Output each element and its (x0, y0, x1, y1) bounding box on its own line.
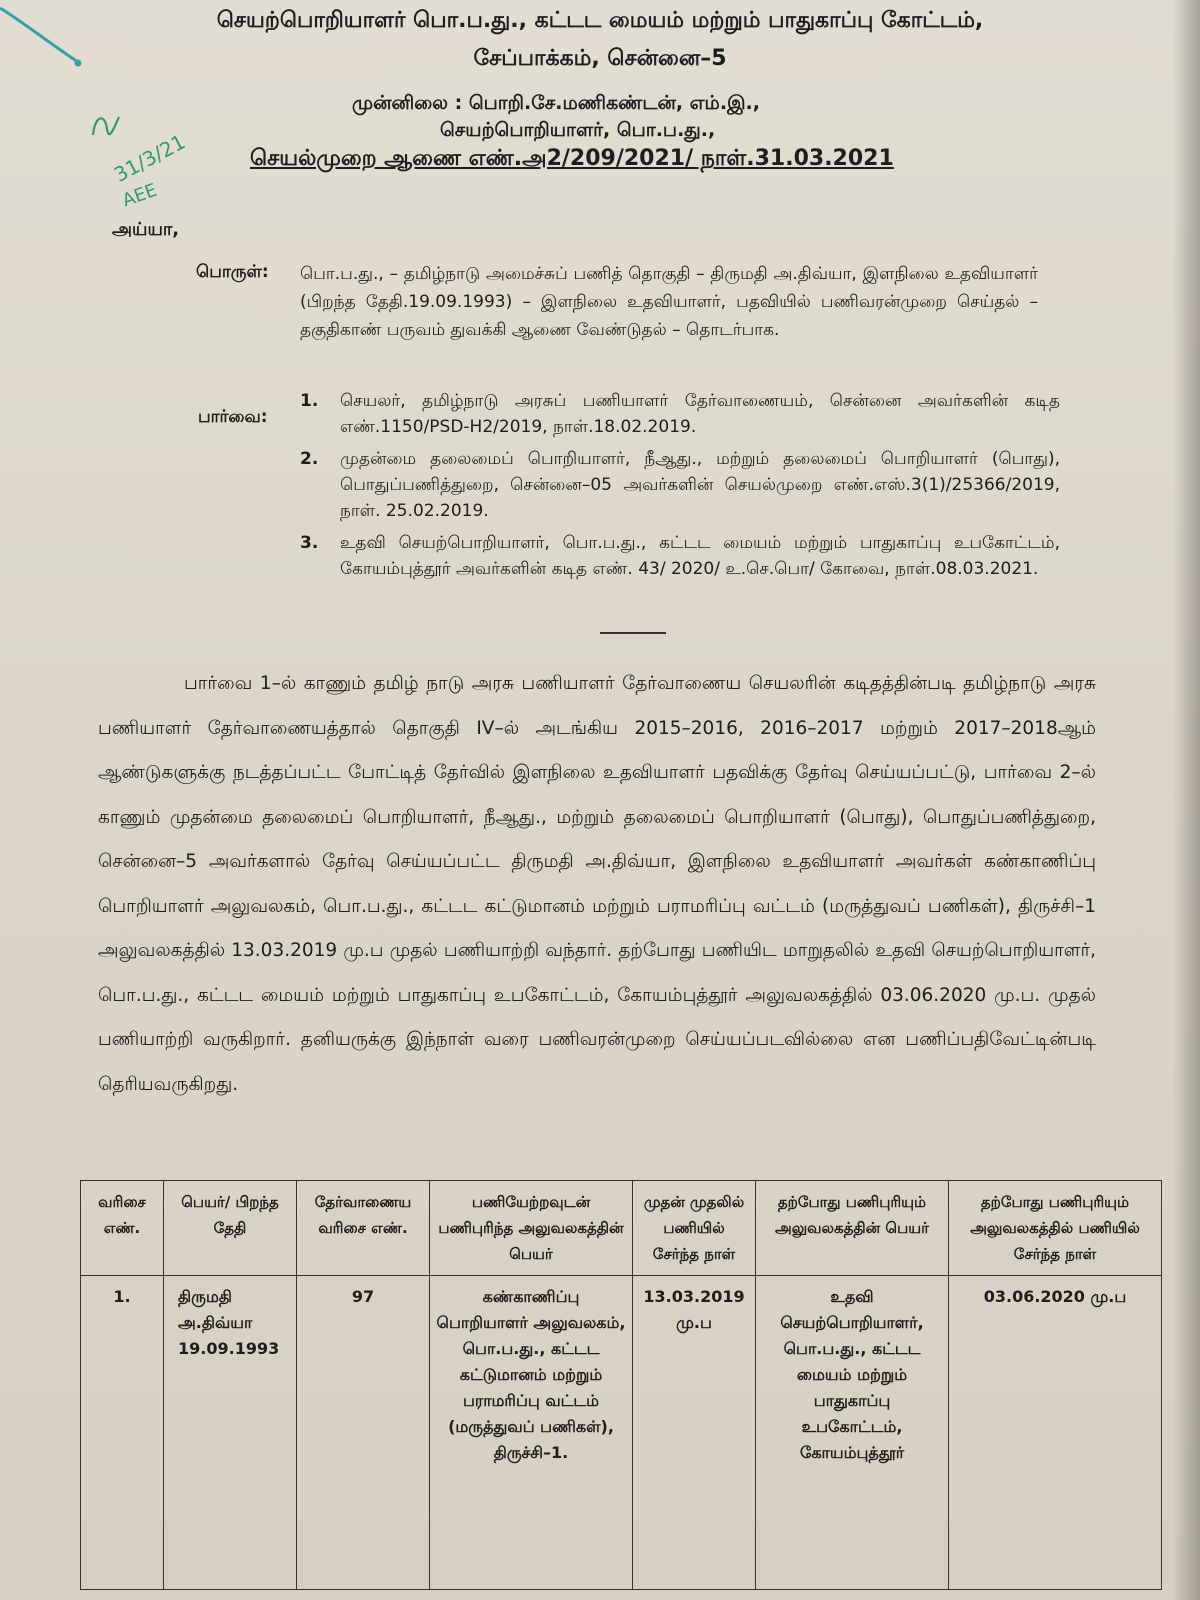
header-serial: வரிசை எண். (81, 1181, 164, 1276)
annotation-initials: AEE (119, 179, 160, 212)
presence-designation: செயற்பொறியாளர், பொ.ப.து., (440, 119, 716, 141)
header-name-dob: பெயர்/ பிறந்த தேதி (164, 1181, 297, 1276)
handwritten-initials (85, 95, 225, 215)
reference-number: 3. (300, 533, 319, 553)
header-current-office: தற்போது பணிபுரியும் அலுவலகத்தின் பெயர் (756, 1181, 949, 1276)
header-first-office: பணியேற்றவுடன் பணிபுரிந்த அலுவலகத்தின் பெயர் (430, 1181, 633, 1276)
employee-details-table (80, 1180, 1162, 1590)
body-paragraph: பார்வை 1–ல் காணும் தமிழ் நாடு அரசு பணியாளர் தேர்வாணைய செயலரின் கடிதத்தின்படி தமிழ்நாடு அரசு பணியாளர் தேர்வாணையத்தால் தொகுதி IV–ல் அடங்கிய 2015–2016, 2016–2017 மற்றும் 2017–2018ஆம் ஆண்டுகளுக்கு நடத்தப்பட்ட போட்டித் தேர்வில் இளநிலை உதவியாளர் பதவிக்கு தேர்வு செய்யப்பட்டு, பார்வை 2–ல் காணும் முதன்மை தலைமைப் பொறியாளர், நீஆது., மற்றும் தலைமைப் பொறியாளர் (பொது), பொதுப்பணித்துறை, சென்னை–5 அவர்களால் தேர்வு செய்யப்பட்ட திருமதி அ.திவ்யா, இளநிலை உதவியாளர் அவர்கள் கண்காணிப்பு பொறியாளர் அலுவலகம், பொ.ப.து., கட்டட கட்டுமானம் மற்றும் பராமரிப்பு வட்டம் (மருத்துவப் பணிகள்), திருச்சி–1 அலுவலகத்தில் 13.03.2019 மு.ப முதல் பணியாற்றி வந்தார். தற்போது பணியிட மாறுதலில் உதவி செயற்பொறியாளர், பொ.ப.து., கட்டட மையம் மற்றும் பாதுகாப்பு உபகோட்டம், கோயம்புத்தூர் அலுவலகத்தில் 03.06.2020 மு.ப. முதல் பணியாற்றி வருகிறார். தனியருக்கு இந்நாள் வரை பணிவரன்முறை செய்யப்படவில்லை என பணிப்பதிவேட்டின்படி தெரியவருகிறது. (98, 673, 1096, 1095)
references-label: பார்வை: (198, 407, 268, 427)
cell-serial: 1. (81, 1276, 164, 1590)
order-number: செயல்முறை ஆணை எண்.அ2/209/2021/ நாள்.31.03.2021 (250, 146, 894, 171)
salutation: அய்யா, (112, 219, 180, 240)
subject-label: பொருள்: (196, 262, 269, 282)
reference-item (300, 530, 1060, 582)
reference-item (300, 446, 1060, 524)
cell-first-join-date: 13.03.2019 மு.ப (633, 1276, 756, 1590)
cell-current-join-date: 03.06.2020 மு.ப (949, 1276, 1162, 1590)
header-rank: தேர்வாணைய வரிசை எண். (297, 1181, 430, 1276)
reference-text: செயலர், தமிழ்நாடு அரசுப் பணியாளர் தேர்வாணையம், சென்னை அவர்களின் கடித எண்.1150/PSD-H2/2019, நாள்.18.02.2019. (340, 391, 1060, 437)
annotation-date: 31/3/21 (109, 129, 190, 187)
office-title: செயற்பொறியாளர் பொ.ப.து., கட்டட மையம் மற்றும் பாதுகாப்பு கோட்டம், (216, 8, 984, 33)
reference-text: முதன்மை தலைமைப் பொறியாளர், நீஆது., மற்றும் தலைமைப் பொறியாளர் (பொது), பொதுப்பணித்துறை, சென்னை–05 அவர்களின் செயல்முறை எண்.எஸ்.3(1)/25366/2019, நாள். 25.02.2019. (340, 449, 1060, 521)
header-current-join-date: தற்போது பணிபுரியும் அலுவலகத்தில் பணியில் சேர்ந்த நாள் (949, 1181, 1162, 1276)
reference-item (300, 388, 1060, 440)
subject-text: பொ.ப.து., – தமிழ்நாடு அமைச்சுப் பணித் தொகுதி – திருமதி அ.திவ்யா, இளநிலை உதவியாளர் (பிறந்த தேதி.19.09.1993) – இளநிலை உதவியாளர், பதவியில் பணிவரன்முறை செய்தல் – தகுதிகாண் பருவம் துவக்கி ஆணை வேண்டுதல் – தொடர்பாக. (300, 264, 1038, 340)
section-divider (600, 632, 666, 634)
cell-rank: 97 (297, 1276, 430, 1590)
cell-current-office: உதவி செயற்பொறியாளர், பொ.ப.து., கட்டட மையம் மற்றும் பாதுகாப்பு உபகோட்டம், கோயம்புத்தூர் (756, 1276, 949, 1590)
references-list (300, 388, 1060, 588)
reference-number: 1. (300, 391, 319, 411)
table-header-row (81, 1181, 1162, 1276)
cell-first-office: கண்காணிப்பு பொறியாளர் அலுவலகம், பொ.ப.து., கட்டட கட்டுமானம் மற்றும் பராமரிப்பு வட்டம் (மருத்துவப் பணிகள்), திருச்சி–1. (430, 1276, 633, 1590)
reference-number: 2. (300, 449, 319, 469)
reference-text: உதவி செயற்பொறியாளர், பொ.ப.து., கட்டட மையம் மற்றும் பாதுகாப்பு உபகோட்டம், கோயம்புத்தூர் அவர்களின் கடித எண். 43/ 2020/ உ.செ.பொ/ கோவை, நாள்.08.03.2021. (340, 533, 1060, 579)
page-edge-shadow (1172, 0, 1200, 1600)
cell-name-dob: திருமதி அ.திவ்யா 19.09.1993 (164, 1276, 297, 1590)
header-first-join-date: முதன் முதலில் பணியில் சேர்ந்த நாள் (633, 1181, 756, 1276)
table-row (81, 1276, 1162, 1590)
office-location: சேப்பாக்கம், சென்னை–5 (473, 46, 727, 71)
presence-line: முன்னிலை : பொறி.சே.மணிகண்டன், எம்.இ., (352, 92, 760, 114)
